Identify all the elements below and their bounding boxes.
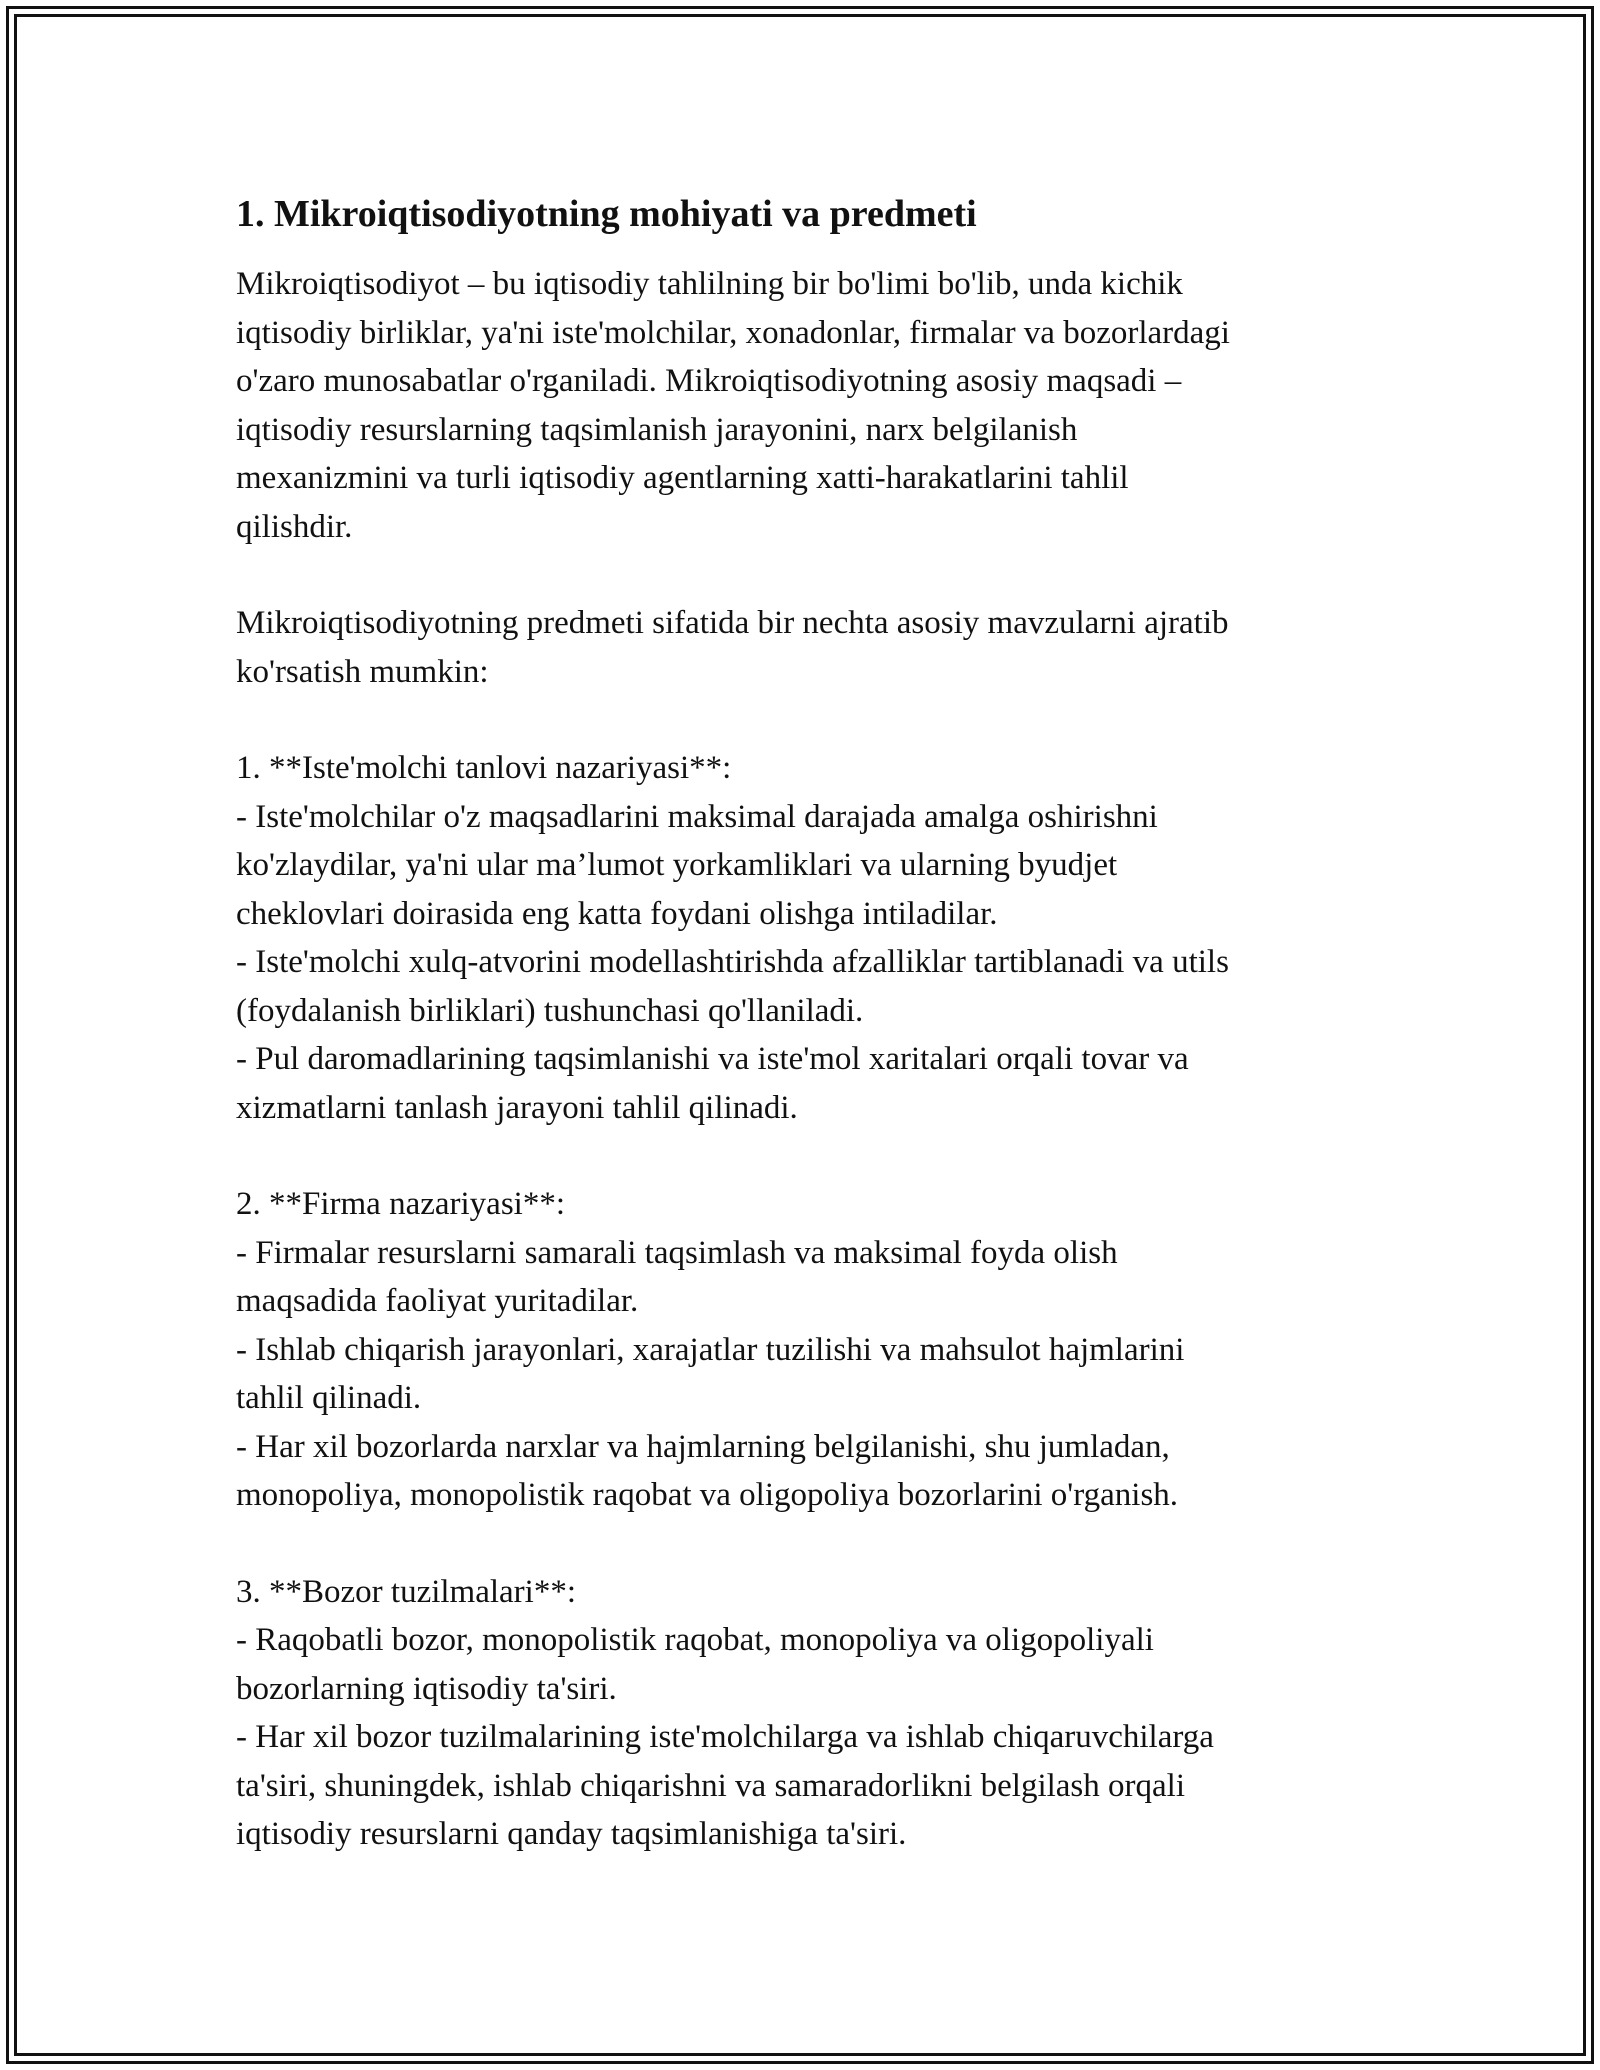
list-item: - Firmalar resurslarni samarali taqsimlash va maksimal foyda olish maqsadida faoliyat yuritadilar. (236, 1234, 1118, 1319)
list-item: - Iste'molchilar o'z maqsadlarini maksimal darajada amalga oshirishni ko'zlaydilar, ya'ni ular ma’lumot yorkamliklari va ularning byudjet cheklovlari doirasida eng katta foydani olishga intiladilar. (236, 798, 1158, 932)
list-item: - Har xil bozor tuzilmalarining iste'molchilarga va ishlab chiqaruvchilarga ta'siri, shuningdek, ishlab chiqarishni va samaradorlikni belgilash orqali iqtisodiy resurslarni qanday taqsimlanishiga ta'siri. (236, 1719, 1214, 1852)
list-item: - Iste'molchi xulq-atvorini modellashtirishda afzalliklar tartiblanadi va utils (foydalanish birliklari) tushunchasi qo'llaniladi. (236, 944, 1229, 1029)
intro-paragraph: Mikroiqtisodiyot – bu iqtisodiy tahlilning bir bo'limi bo'lib, unda kichik iqtisodiy birliklar, ya'ni iste'molchilar, xonadonlar, firmalar va bozorlardagi o'zaro munosabatlar o'rganiladi. Mikroiqtisodiyotning asosiy maqsadi – iqtisodiy resurslarning taqsimlanish jarayonini, narx belgilanish mexanizmini va turli iqtisodiy agentlarning xatti-harakatlarini tahlil qilishdir. (236, 266, 1230, 545)
paragraph-gap (236, 1132, 1386, 1180)
section-heading: 2. **Firma nazariyasi**: (236, 1186, 566, 1222)
subject-intro-paragraph: Mikroiqtisodiyotning predmeti sifatida bir nechta asosiy mavzularni ajratib ko'rsatish mumkin: (236, 605, 1229, 690)
section-heading: 1. **Iste'molchi tanlovi nazariyasi**: (236, 750, 732, 786)
section-market-structures (236, 1568, 1386, 1859)
list-item: - Ishlab chiqarish jarayonlari, xarajatlar tuzilishi va mahsulot hajmlarini tahlil qilinadi. (236, 1331, 1185, 1416)
paragraph-gap (236, 551, 1386, 599)
document-title: 1. Mikroiqtisodiyotning mohiyati va predmeti (236, 193, 977, 235)
section-firm-theory (236, 1180, 1386, 1520)
list-item: - Raqobatli bozor, monopolistik raqobat, monopoliya va oligopoliyali bozorlarning iqtisodiy ta'siri. (236, 1622, 1154, 1707)
list-item: - Pul daromadlarining taqsimlanishi va iste'mol xaritalari orqali tovar va xizmatlarni tanlash jarayoni tahlil qilinadi. (236, 1041, 1189, 1126)
paragraph-gap (236, 696, 1386, 744)
list-item: - Har xil bozorlarda narxlar va hajmlarning belgilanishi, shu jumladan, monopoliya, monopolistik raqobat va oligopoliya bozorlarini o'rganish. (236, 1428, 1179, 1513)
paragraph-gap (236, 1520, 1386, 1568)
section-consumer-choice (236, 744, 1386, 1132)
section-heading: 3. **Bozor tuzilmalari**: (236, 1573, 577, 1610)
document-body (236, 186, 1386, 1859)
